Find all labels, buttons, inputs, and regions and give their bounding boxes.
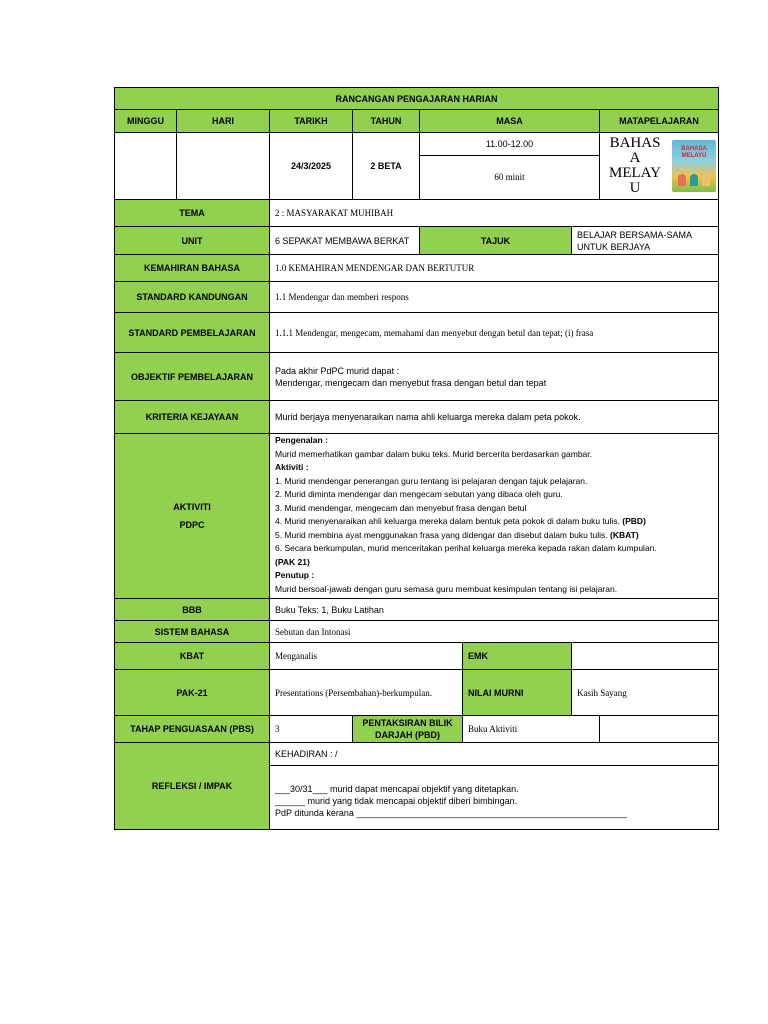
penutup-heading: Penutup : — [275, 570, 315, 580]
activity-step: 6. Secara berkumpulan, murid menceritakan perihal keluarga mereka kepada rakan dalam kumpulan. — [275, 543, 657, 553]
activity-step: 4. Murid menyenaraikan ahli keluarga mereka dalam bentuk peta pokok di dalam buku tulis. — [275, 516, 620, 526]
subject-cell — [600, 133, 719, 200]
tajuk-label: TAJUK — [420, 227, 572, 255]
masa-time: 11.00-12.00 — [420, 133, 599, 155]
refleksi-label: REFLEKSI / IMPAK — [115, 743, 270, 830]
standard-kandungan-label: STANDARD KANDUNGAN — [115, 282, 270, 313]
objektif-line: Mendengar, mengecam dan menyebut frasa dengan betul dan tepat — [275, 377, 547, 388]
nilai-murni-value: Kasih Sayang — [572, 670, 719, 716]
refleksi-line: ___30/31___ murid dapat mencapai objektif yang ditetapkan. — [275, 783, 519, 794]
unit-value: 6 SEPAKAT MEMBAWA BERKAT — [270, 227, 420, 255]
pengenalan-heading: Pengenalan : — [275, 435, 328, 445]
kemahiran-value: 1.0 KEMAHIRAN MENDENGAR DAN BERTUTUR — [270, 255, 719, 282]
textbook-cover-image — [670, 140, 718, 192]
masa-duration: 60 minit — [494, 172, 525, 183]
pbd-label: PENTAKSIRAN BILIK DARJAH (PBD) — [353, 716, 463, 743]
subject-line: U — [629, 180, 641, 196]
aktiviti-label-line: AKTIVITI — [173, 502, 211, 512]
aktiviti-label-line: PDPC — [179, 520, 205, 530]
refleksi-line: PdP ditunda kerana ______________________________________________________ — [275, 807, 627, 818]
activity-step: 3. Murid mendengar, mengecam dan menyebut frasa dengan betul — [275, 502, 527, 513]
hari-header: HARI — [177, 110, 270, 133]
tajuk-value: BELAJAR BERSAMA-SAMA UNTUK BERJAYA — [572, 227, 719, 255]
standard-kandungan-value: 1.1 Mendengar dan memberi respons — [270, 282, 719, 313]
aktiviti-heading: Aktiviti : — [275, 462, 309, 472]
minggu-header: MINGGU — [115, 110, 177, 133]
kehadiran-value: KEHADIRAN : / — [270, 743, 719, 766]
pengenalan-text: Murid memerhatikan gambar dalam buku teks. Murid bercerita berdasarkan gambar. — [275, 448, 593, 459]
pbd-value: Buku Aktiviti — [463, 716, 600, 743]
subject-line: A — [629, 150, 641, 166]
masa-header: MASA — [420, 110, 600, 133]
activity-step-line — [275, 515, 713, 529]
refleksi-content — [270, 766, 719, 830]
subject-line: BAHAS — [609, 135, 661, 151]
kemahiran-label: KEMAHIRAN BAHASA — [115, 255, 270, 282]
pak21-value: Presentations (Persembahan)-berkumpulan. — [270, 670, 463, 716]
masa-cell — [420, 133, 600, 200]
emk-label: EMK — [463, 643, 572, 670]
kriteria-label: KRITERIA KEJAYAAN — [115, 401, 270, 434]
sistem-bahasa-label: SISTEM BAHASA — [115, 621, 270, 643]
bbb-label: BBB — [115, 599, 270, 621]
penutup-text: Murid bersoal-jawab dengan guru semasa guru membuat kesimpulan tentang isi pelajaran. — [275, 583, 618, 594]
standard-pembelajaran-label: STANDARD PEMBELAJARAN — [115, 313, 270, 353]
subject-line: MELAY — [609, 165, 661, 181]
tema-label: TEMA — [115, 200, 270, 227]
tahun-value: 2 BETA — [353, 133, 420, 200]
objektif-value — [270, 353, 719, 401]
sistem-bahasa-value: Sebutan dan Intonasi — [270, 621, 719, 643]
bbb-value: Buku Teks: 1, Buku Latihan — [270, 599, 719, 621]
tahun-header: TAHUN — [353, 110, 420, 133]
hari-value — [177, 133, 270, 200]
tarikh-value: 24/3/2025 — [270, 133, 353, 200]
activity-tag: (PBD) — [622, 516, 646, 526]
tahap-value: 3 — [270, 716, 353, 743]
activity-step: 5. Murid membina ayat menggunakan frasa yang didengar dan disebut dalam buku tulis. — [275, 529, 608, 540]
activity-step: 1. Murid mendengar penerangan guru tentang isi pelajaran dengan tajuk pelajaran. — [275, 475, 588, 486]
objektif-label: OBJEKTIF PEMBELAJARAN — [115, 353, 270, 401]
kbat-value: Menganalis — [270, 643, 463, 670]
lesson-plan-table — [114, 87, 719, 830]
refleksi-line: ______ murid yang tidak mencapai objektif diberi bimbingan. — [275, 795, 518, 806]
standard-pembelajaran-value: 1.1.1 Mendengar, mengecam, memahami dan menyebut dengan betul dan tepat; (i) frasa — [270, 313, 719, 353]
pbd-extra — [600, 716, 719, 743]
tarikh-header: TARIKH — [270, 110, 353, 133]
minggu-value — [115, 133, 177, 200]
kbat-label: KBAT — [115, 643, 270, 670]
textbook-cover-title: BAHASA MELAYU — [681, 146, 707, 159]
matapelajaran-header: MATAPELAJARAN — [600, 110, 719, 133]
activity-tag: (PAK 21) — [275, 556, 310, 567]
tema-value: 2 : MASYARAKAT MUHIBAH — [270, 200, 719, 227]
emk-value — [572, 643, 719, 670]
unit-label: UNIT — [115, 227, 270, 255]
nilai-murni-label: NILAI MURNI — [463, 670, 572, 716]
objektif-line: Pada akhir PdPC murid dapat : — [275, 365, 400, 376]
tahap-label: TAHAP PENGUASAAN (PBS) — [115, 716, 270, 743]
aktiviti-label — [115, 434, 270, 599]
pak21-label: PAK-21 — [115, 670, 270, 716]
plan-title: RANCANGAN PENGAJARAN HARIAN — [115, 88, 719, 110]
kriteria-value: Murid berjaya menyenaraikan nama ahli keluarga mereka dalam peta pokok. — [270, 401, 719, 434]
activity-step: 2. Murid diminta mendengar dan mengecam sebutan yang dibaca oleh guru. — [275, 489, 563, 499]
activity-step-line — [275, 529, 713, 543]
activity-tag: (KBAT) — [610, 529, 639, 540]
aktiviti-content — [270, 434, 719, 599]
subject-name — [600, 136, 670, 196]
